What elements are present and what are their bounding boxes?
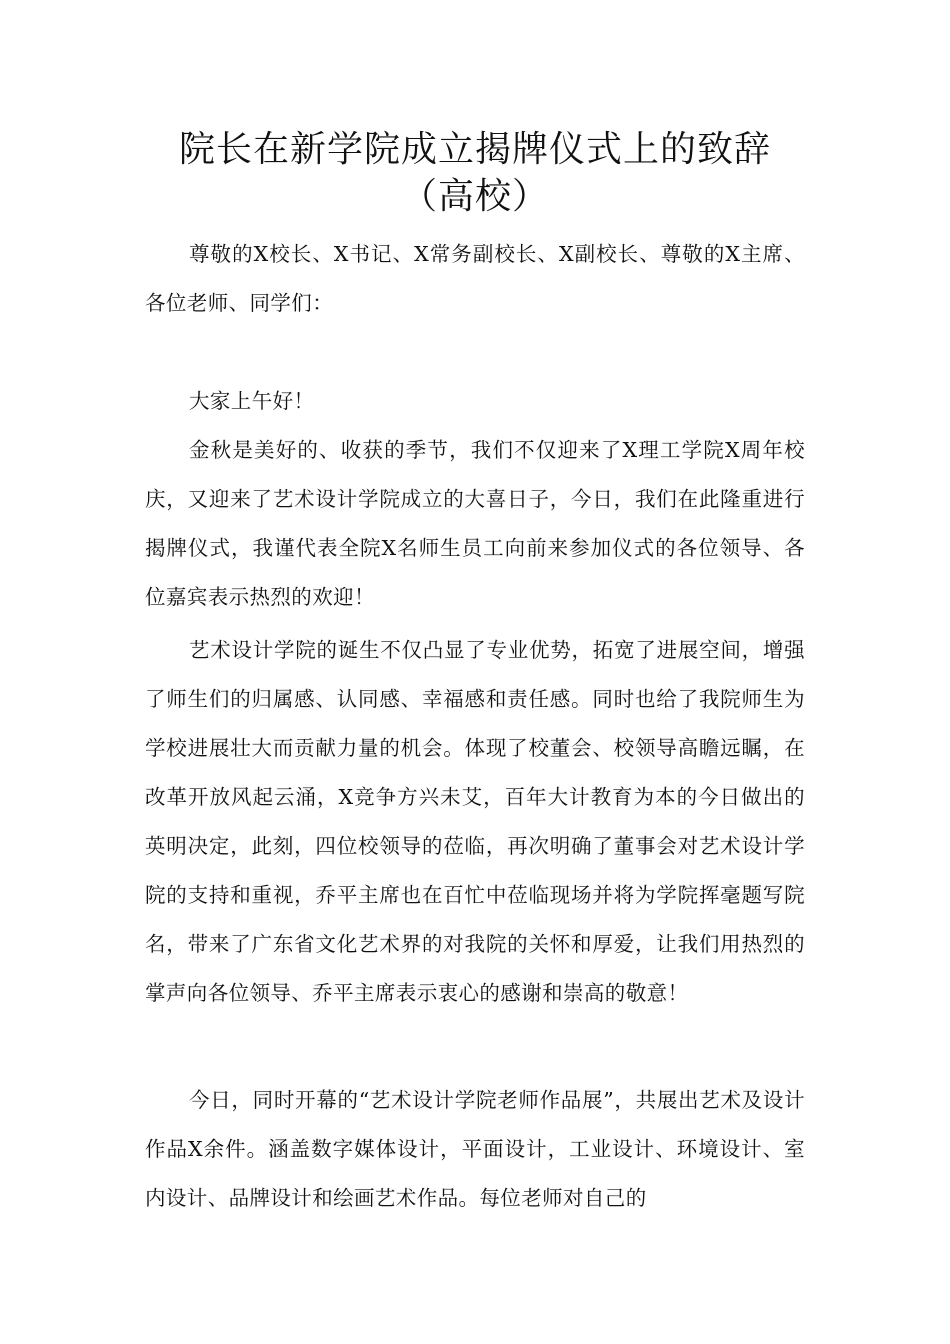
greeting-paragraph: 大家上午好！ — [189, 389, 315, 413]
body-paragraph-3: 今日，同时开幕的“艺术设计学院老师作品展”，共展出艺术及设计作品X余件。涵盖数字媒体设计，平面设计，工业设计、环境设计、室内设计、品牌设计和绘画艺术作品。每位老师对自己的 — [145, 1088, 805, 1210]
document-title-subtitle: （高校） — [400, 176, 549, 217]
salutation-paragraph: 尊敬的X校长、X书记、X常务副校长、X副校长、尊敬的X主席、各位老师、同学们： — [145, 242, 805, 315]
document-title: 院长在新学院成立揭牌仪式上的致辞 — [178, 129, 771, 170]
body-paragraph-1: 金秋是美好的、收获的季节，我们不仅迎来了X理工学院X周年校庆，又迎来了艺术设计学院成立的大喜日子，今日，我们在此隆重进行揭牌仪式，我谨代表全院X名师生员工向前来参加仪式的各位领导、各位嘉宾表示热烈的欢迎！ — [145, 438, 805, 609]
body-paragraph-2: 艺术设计学院的诞生不仅凸显了专业优势，拓宽了进展空间，增强了师生们的归属感、认同感、幸福感和责任感。同时也给了我院师生为学校进展壮大而贡献力量的机会。体现了校董会、校领导高瞻远瞩，在改革开放风起云涌，X竞争方兴未艾，百年大计教育为本的今日做出的英明决定，此刻，四位校领导的莅临，再次明确了董事会对艺术设计学院的支持和重视，乔平主席也在百忙中莅临现场并将为学院挥毫题写院名，带来了广东省文化艺术界的对我院的关怀和厚爱，让我们用热烈的掌声向各位领导、乔平主席表示衷心的感谢和崇高的敬意！ — [145, 638, 805, 1005]
